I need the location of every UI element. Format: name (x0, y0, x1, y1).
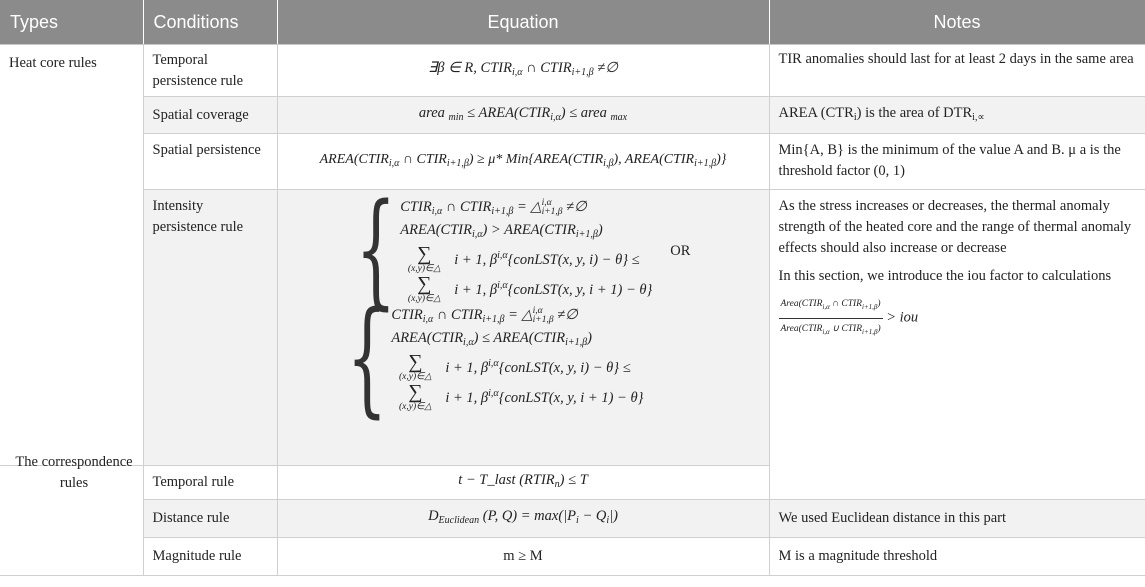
header-equation: Equation (277, 0, 769, 45)
brace-icon: { (355, 178, 397, 324)
case-block-2: { $CTIR_{i,\alpha}$ ∩ $CTIR_{i+1,\beta}$ = △ i,α i+1,β ≠∅ $AREA(CTIR_{i,\alpha})$ ≤ $AREA(CTIR_{i+1,\beta})$ ∑ (x,y)∈△ i + 1, $\beta^{i,\alpha}\{conLST(x$, y, i) − θ} ≤ ∑ (x,y)∈△ i + 1, $\beta^{i,\alpha}\{conLST(x$, y, i + 1) − θ} (346, 286, 644, 432)
table-row (0, 190, 1145, 466)
condition-cell: Magnitude rule (143, 538, 277, 576)
or-label: OR (670, 242, 691, 259)
case-block-1: { $CTIR_{i,\alpha}$ ∩ $CTIR_{i+1,\beta}$ = △ i,α i+1,β ≠∅ $AREA(CTIR_{i,\alpha})$ > $AREA(CTIR_{i+1,\beta})$ ∑ (x,y)∈△ i + 1, $\beta^{i,\alpha}\{conLST(x$, y, i) − θ} ≤ ∑ (x,y)∈△ i + 1, $\beta^{i,\alpha}\{conLST(x$, y, i + 1) − θ} OR (355, 178, 691, 324)
condition-cell: Intensity persistence rule (143, 190, 277, 466)
condition-cell: Spatial coverage (143, 97, 277, 134)
note-cell: Min{A, B} is the minimum of the value A and B. μ a is the threshold factor (0, 1) (769, 134, 1145, 190)
equation-cell (277, 45, 769, 97)
condition-cell: Temporal rule (143, 466, 277, 500)
table-row (0, 538, 1145, 576)
equation-cell (277, 178, 769, 466)
header-conditions: Conditions (143, 0, 277, 45)
table-row (0, 97, 1145, 134)
equation-cell: $D_{Euclidean}$ (P, $Q) = \max(|P_i - Q_i|)$ (277, 500, 769, 538)
brace-icon: { (346, 286, 388, 432)
condition-cell: Spatial persistence (143, 134, 277, 190)
header-types: Types (0, 0, 143, 45)
equation-cell: m ≥ M (277, 538, 769, 576)
condition-cell: Distance rule (143, 500, 277, 538)
equation-cell: area $_{min} \le AREA(CTIR_{i,\alpha})$ ≤ area $_{max}$ (277, 97, 769, 134)
type-label: The correspondence rules (15, 454, 133, 491)
note-paragraph: As the stress increases or decreases, the thermal anomaly strength of the heated core and the range of thermal anomaly effects should also increase or decrease (778, 198, 1132, 256)
note-cell: We used Euclidean distance in this part (769, 500, 1145, 538)
table-row (0, 45, 1145, 97)
equation-cell: $AREA(CTIR_{i,\alpha}$ ∩ $CTIR_{i+1,\beta}) \ge \mu*$ $Min\{AREA(CTIR_{i,\beta})$, $AREA(CTIR_{i+1,\beta})$} (277, 134, 769, 190)
type-heat-core (0, 45, 143, 466)
equation-cell: t − T_last $(RTIR_n) \le T$ (277, 466, 769, 500)
note-cell: M is a magnitude threshold (769, 538, 1145, 576)
note-cell: AREA $(CTR_i)$ is the area of $DTR_{i,\propto}$ (769, 97, 1145, 134)
header-row (0, 0, 1145, 45)
note-cell (769, 190, 1145, 500)
table-row (0, 134, 1145, 190)
type-correspondence (0, 454, 143, 576)
table-row (0, 500, 1145, 538)
header-notes: Notes (769, 0, 1145, 45)
equation-text: ∃β ∈ R, $CTIR_{i,\alpha}$ ∩ $CTIR_{i+1,\beta}$ ≠∅ (428, 60, 618, 78)
condition-cell: Temporal persistence rule (143, 45, 277, 97)
type-label: Heat core rules (9, 55, 97, 71)
note-cell: TIR anomalies should last for at least 2 days in the same area (769, 45, 1145, 97)
note-paragraph: In this section, we introduce the iou factor to calculations (778, 268, 1112, 284)
iou-formula: $\frac{Area(CTIR_{i,\alpha} \cap CTIR_{i+1,\beta})}{Area(CTIR_{i,\alpha} \cup CTIR_{i+1,\beta})}$ > iou (779, 294, 1136, 343)
